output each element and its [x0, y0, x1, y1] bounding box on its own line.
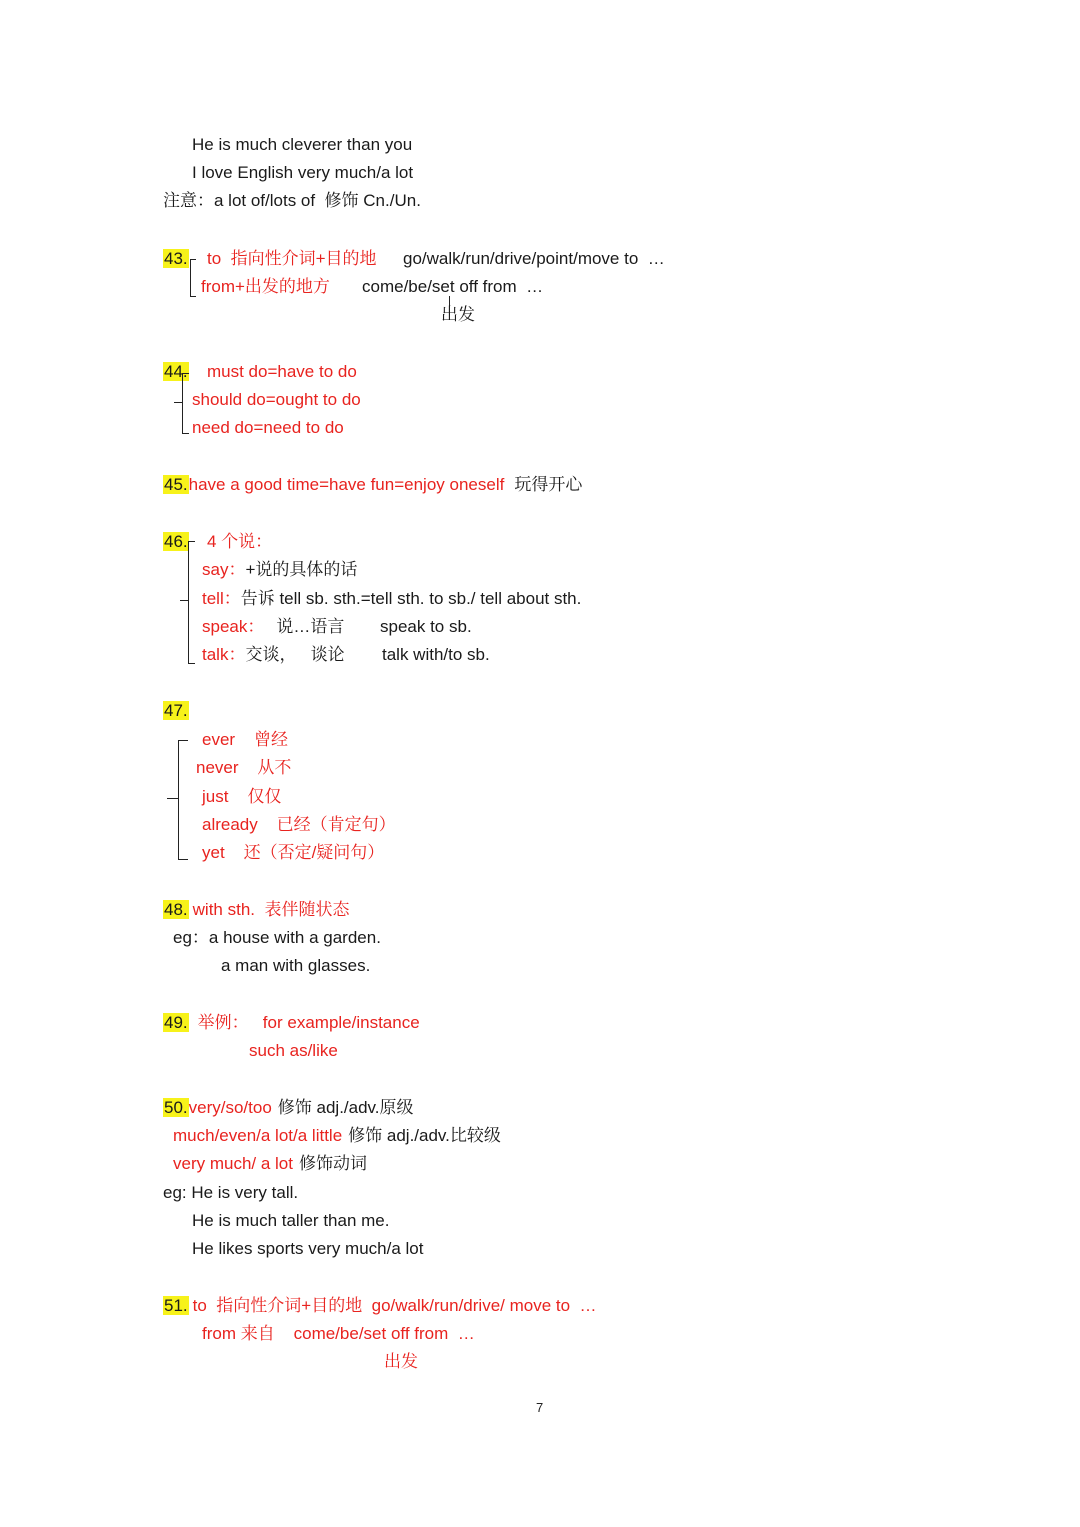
item-46-say [202, 559, 357, 581]
say-text: +说的具体的话 [245, 560, 358, 579]
item-46-tell [202, 588, 581, 610]
item-44-line1: must do=have to do [207, 362, 357, 381]
item-number: 50. [164, 1098, 188, 1117]
talk-text2: talk with/to sb. [382, 645, 490, 664]
item-45-black: 玩得开心 [514, 475, 583, 494]
item-51-line2: from 来自 come/be/set off from … [202, 1324, 475, 1343]
item-number: 47. [164, 701, 188, 720]
item-48 [163, 899, 349, 921]
speak-label: speak： [202, 617, 265, 636]
item-51-line1-red: to 指向性介词+目的地 go/walk/run/drive/ move to … [192, 1296, 597, 1315]
item-45-red: have a good time=have fun=enjoy oneself [188, 475, 505, 494]
item-46-header: 4 个说： [207, 532, 273, 551]
item-43-line1-red: to 指向性介词+目的地 [207, 249, 377, 268]
item-47-number [163, 700, 189, 722]
item-49-line1: 举例： for example/instance [197, 1013, 420, 1032]
item-46-talk [202, 644, 345, 666]
item-number: 43. [164, 249, 188, 268]
item-47-yet: yet 还（否定/疑问句） [202, 843, 385, 862]
item-43-line2-black: come/be/set off from … [362, 277, 544, 296]
brace-47-tick [167, 798, 178, 799]
item-47-just: just 仅仅 [202, 787, 282, 806]
tell-text: 告诉 tell sb. sth.=tell sth. to sb./ tell about sth. [240, 589, 582, 608]
brace-44 [182, 373, 189, 434]
item-number: 51. [164, 1296, 188, 1315]
example-line-2: I love English very much/a lot [192, 163, 414, 182]
item-50-line2 [173, 1125, 501, 1147]
item-48-eg1: eg：a house with a garden. [173, 928, 381, 947]
item-44-line2: should do=ought to do [192, 390, 361, 409]
item-number: 49. [164, 1013, 188, 1032]
item-50-line1-red: very/so/too [188, 1098, 272, 1117]
brace-44-tick [174, 402, 182, 403]
item-50-line3 [173, 1153, 367, 1175]
item-47-already: already 已经（肯定句） [202, 815, 396, 834]
item-45 [163, 474, 582, 496]
item-46-number [163, 531, 189, 553]
item-49-line2: such as/like [249, 1041, 338, 1060]
item-number: 45. [164, 475, 188, 494]
say-label: say： [202, 560, 246, 579]
speak-text1: 说…语言 [276, 617, 345, 636]
item-50-eg2: He is much taller than me. [192, 1211, 390, 1230]
item-number: 48. [164, 900, 188, 919]
example-line-1: He is much cleverer than you [192, 135, 413, 154]
item-47-ever: ever 曾经 [202, 730, 288, 749]
item-43-line1-black: go/walk/run/drive/point/move to … [403, 249, 665, 268]
tell-label: tell： [202, 589, 241, 608]
brace-47 [178, 740, 188, 860]
item-51-line1 [163, 1295, 597, 1317]
item-43-line3: 出发 [441, 305, 475, 324]
talk-label: talk： [202, 645, 246, 664]
item-50-eg3: He likes sports very much/a lot [192, 1239, 424, 1258]
item-44-line3: need do=need to do [192, 418, 344, 437]
note-text: a lot of/lots of 修饰 Cn./Un. [214, 191, 421, 210]
item-50-eg1: eg: He is very tall. [163, 1183, 299, 1202]
item-46-speak [202, 616, 344, 638]
item-51-line3: 出发 [384, 1352, 418, 1371]
brace-46 [188, 541, 195, 664]
item-50-line1 [163, 1097, 414, 1119]
item-43-line2-red: from+出发的地方 [201, 277, 330, 296]
item-49 [163, 1012, 420, 1034]
item-number: 44. [164, 362, 188, 381]
talk-text1: 交谈， 谈论 [245, 645, 345, 664]
note-label: 注意： [163, 191, 214, 210]
item-50-line2-black: 修饰 adj./adv.比较级 [348, 1126, 501, 1145]
item-number: 46. [164, 532, 188, 551]
item-48-eg2: a man with glasses. [221, 956, 371, 975]
item-43-number [163, 248, 189, 270]
item-48-red: with sth. 表伴随状态 [192, 900, 350, 919]
item-50-line3-red: very much/ a lot [173, 1154, 293, 1173]
item-50-line2-red: much/even/a lot/a little [173, 1126, 343, 1145]
item-50-line1-black: 修饰 adj./adv.原级 [277, 1098, 414, 1117]
item-47-never: never 从不 [196, 758, 292, 777]
note-line [163, 190, 421, 212]
speak-text2: speak to sb. [380, 617, 472, 636]
item-50-line3-black: 修饰动词 [299, 1154, 367, 1173]
page-number: 7 [536, 1400, 544, 1415]
brace-46-tick [180, 600, 188, 601]
brace-43 [190, 259, 196, 297]
